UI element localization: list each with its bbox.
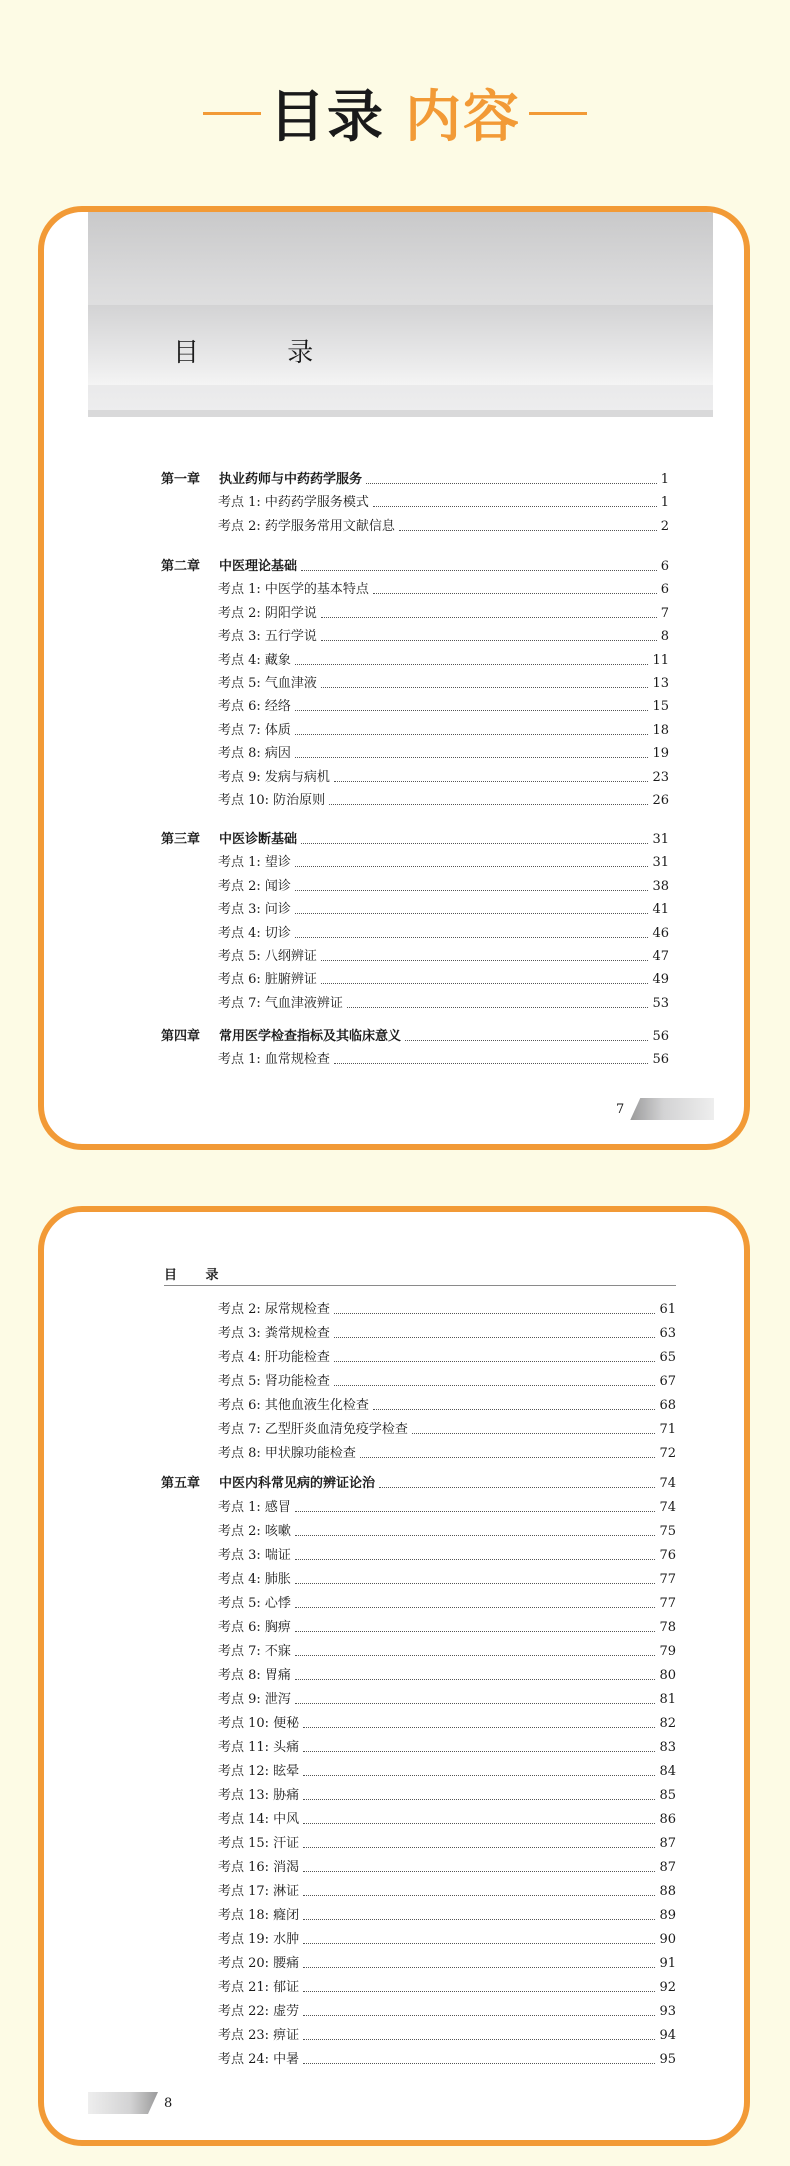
page-ref: 56 — [652, 1052, 669, 1068]
toc-entry — [218, 1568, 676, 1588]
page-ref: 80 — [659, 1668, 676, 1683]
entry-label: 考点 1: 血常规检查 — [218, 1052, 330, 1068]
running-header-title: 目 录 — [164, 1268, 231, 1283]
toc-entry — [218, 719, 669, 739]
toc-entry — [218, 1736, 676, 1756]
chapter-title: 中医理论基础 — [219, 559, 298, 574]
toc-entry — [218, 1784, 676, 1804]
dot-leader — [301, 843, 648, 844]
heading-right-dash — [529, 112, 587, 115]
dot-leader — [321, 617, 657, 618]
toc-entry — [218, 602, 669, 622]
entry-label: 考点 1: 中药药学服务模式 — [218, 495, 369, 511]
toc-entry — [218, 1928, 676, 1948]
page-ref: 77 — [659, 1596, 676, 1611]
page-ref: 86 — [659, 1812, 676, 1827]
dot-leader — [321, 983, 649, 984]
page-ref: 2 — [660, 518, 669, 534]
chapter-label — [161, 1476, 375, 1492]
page-ref: 94 — [659, 2028, 676, 2043]
page-ref: 26 — [652, 793, 669, 808]
page-ref: 84 — [659, 1764, 676, 1779]
page-ref: 82 — [659, 1716, 676, 1731]
entry-label: 考点 2: 阴阳学说 — [218, 605, 317, 621]
dot-leader — [399, 530, 657, 531]
toc-entry — [218, 789, 669, 809]
entry-label: 考点 2: 闻诊 — [218, 878, 291, 894]
dot-leader — [295, 1511, 656, 1512]
dot-leader — [303, 1919, 655, 1920]
toc-entry — [218, 1346, 676, 1366]
dot-leader — [379, 1487, 655, 1488]
page-ref: 15 — [652, 699, 669, 715]
entry-label: 考点 2: 尿常规检查 — [218, 1302, 330, 1317]
chapter-row — [161, 468, 669, 488]
chapter-number: 第五章 — [161, 1476, 201, 1491]
dot-leader — [295, 1583, 656, 1584]
entry-label: 考点 6: 经络 — [218, 699, 291, 715]
chapter-number: 第二章 — [161, 559, 201, 574]
entry-label: 考点 6: 其他血液生化检查 — [218, 1398, 369, 1413]
page-ref: 1 — [660, 472, 669, 487]
page-ref: 6 — [660, 582, 669, 598]
entry-label: 考点 21: 郁证 — [218, 1980, 300, 1995]
toc-entry — [218, 1520, 676, 1540]
dot-leader — [295, 1535, 656, 1536]
page-ref: 1 — [660, 495, 669, 511]
page-ref: 81 — [659, 1692, 676, 1707]
page-ref: 38 — [652, 878, 669, 894]
page-ref: 18 — [652, 722, 669, 738]
entry-label: 考点 9: 发病与病机 — [218, 769, 330, 785]
page-ref: 31 — [652, 855, 669, 871]
entry-label: 考点 5: 气血津液 — [218, 676, 317, 691]
entry-label: 考点 7: 体质 — [218, 722, 291, 738]
toc-entry — [218, 1370, 676, 1390]
page-ref: 88 — [659, 1884, 676, 1899]
dot-leader — [295, 664, 649, 665]
page-ref: 68 — [659, 1398, 676, 1413]
entry-label: 考点 13: 胁痛 — [218, 1788, 300, 1803]
entry-label: 考点 12: 眩晕 — [218, 1764, 300, 1779]
toc-entry — [218, 1712, 676, 1732]
page-ref: 6 — [660, 559, 669, 574]
toc-entry — [218, 1544, 676, 1564]
page-ref: 79 — [659, 1644, 676, 1659]
dot-leader — [295, 1607, 656, 1608]
toc-entry — [218, 875, 669, 895]
toc-entry — [218, 1616, 676, 1636]
page-ref: 85 — [659, 1788, 676, 1803]
toc-entry — [218, 1592, 676, 1612]
toc-entry — [218, 672, 669, 692]
banner-title: 目 录 — [173, 338, 354, 368]
page-ref: 75 — [659, 1524, 676, 1539]
entry-label: 考点 8: 病因 — [218, 746, 291, 762]
dot-leader — [329, 804, 648, 805]
toc-entry — [218, 898, 669, 918]
dot-leader — [303, 1871, 655, 1872]
chapter-row — [161, 1472, 676, 1492]
dot-leader — [334, 1313, 656, 1314]
dot-leader — [334, 1361, 656, 1362]
dot-leader — [373, 1409, 656, 1410]
entry-label: 考点 6: 脏腑辨证 — [218, 972, 317, 988]
dot-leader — [405, 1040, 648, 1041]
toc-entry — [218, 695, 669, 715]
toc-entry — [218, 515, 669, 535]
heading-title: 目录 — [269, 85, 385, 150]
entry-label: 考点 7: 乙型肝炎血清免疫学检查 — [218, 1422, 408, 1437]
dot-leader — [373, 593, 657, 594]
page-ref: 8 — [660, 629, 669, 645]
entry-label: 考点 3: 粪常规检查 — [218, 1326, 330, 1341]
page-ref: 47 — [652, 949, 669, 964]
entry-label: 考点 10: 防治原则 — [218, 793, 326, 808]
chapter-row — [161, 1025, 669, 1045]
entry-label: 考点 18: 癃闭 — [218, 1908, 300, 1923]
chapter-label — [161, 559, 297, 575]
dot-leader — [321, 960, 649, 961]
dot-leader — [295, 866, 649, 867]
chapter-title: 中医内科常见病的辨证论治 — [219, 1476, 376, 1491]
dot-leader — [303, 1727, 655, 1728]
entry-label: 考点 1: 望诊 — [218, 855, 291, 871]
dot-leader — [334, 1063, 649, 1064]
page-ref: 92 — [659, 1980, 676, 1995]
chapter-number: 第四章 — [161, 1029, 201, 1044]
dot-leader — [295, 937, 649, 938]
page-tab-shade — [88, 2092, 158, 2114]
heading-accent: 内容 — [405, 85, 521, 150]
page-ref: 23 — [652, 769, 669, 785]
entry-label: 考点 3: 问诊 — [218, 902, 291, 918]
entry-label: 考点 1: 感冒 — [218, 1500, 291, 1515]
entry-label: 考点 14: 中风 — [218, 1812, 300, 1827]
toc-entry — [218, 1952, 676, 1972]
entry-label: 考点 6: 胸痹 — [218, 1620, 291, 1635]
chapter-title: 中医诊断基础 — [219, 832, 298, 847]
toc-entry — [218, 1856, 676, 1876]
dot-leader — [301, 570, 657, 571]
toc-entry — [218, 968, 669, 988]
entry-label: 考点 4: 切诊 — [218, 925, 291, 941]
dot-leader — [295, 710, 649, 711]
entry-label: 考点 2: 咳嗽 — [218, 1524, 291, 1539]
page-ref: 77 — [659, 1572, 676, 1587]
entry-label: 考点 5: 心悸 — [218, 1596, 291, 1611]
dot-leader — [303, 1799, 655, 1800]
page-ref: 87 — [659, 1860, 676, 1875]
entry-label: 考点 19: 水肿 — [218, 1932, 300, 1947]
page-ref: 90 — [659, 1932, 676, 1947]
heading-left-dash — [203, 112, 261, 115]
dot-leader — [334, 781, 649, 782]
page-ref: 56 — [652, 1029, 669, 1044]
page-number-badge — [616, 1096, 714, 1122]
entry-label: 考点 20: 腰痛 — [218, 1956, 300, 1971]
page-ref: 49 — [652, 972, 669, 988]
page-ref: 76 — [659, 1548, 676, 1563]
entry-label: 考点 8: 甲状腺功能检查 — [218, 1446, 356, 1461]
toc-entry — [218, 1640, 676, 1660]
entry-label: 考点 22: 虚劳 — [218, 2004, 300, 2019]
dot-leader — [303, 1943, 655, 1944]
toc-entry — [218, 491, 669, 511]
dot-leader — [303, 1991, 655, 1992]
toc-entry — [218, 1418, 676, 1438]
entry-label: 考点 3: 喘证 — [218, 1548, 291, 1563]
page-ref: 74 — [659, 1500, 676, 1515]
toc-entry — [218, 649, 669, 669]
dot-leader — [373, 506, 657, 507]
toc-entry — [218, 2048, 676, 2068]
entry-label: 考点 10: 便秘 — [218, 1716, 300, 1731]
toc-page-7-card — [38, 206, 750, 1150]
page-ref: 67 — [659, 1374, 676, 1389]
toc-entry — [218, 1496, 676, 1516]
page-ref: 7 — [660, 605, 669, 621]
dot-leader — [321, 687, 649, 688]
toc-entry — [218, 1904, 676, 1924]
toc-entry — [218, 1808, 676, 1828]
section-heading — [0, 78, 790, 148]
page-ref: 19 — [652, 746, 669, 762]
dot-leader — [303, 1895, 655, 1896]
entry-label: 考点 5: 肾功能检查 — [218, 1374, 330, 1389]
dot-leader — [303, 2039, 655, 2040]
dot-leader — [303, 1751, 655, 1752]
dot-leader — [347, 1007, 649, 1008]
dot-leader — [412, 1433, 656, 1434]
chapter-label — [161, 1029, 401, 1045]
entry-label: 考点 2: 药学服务常用文献信息 — [218, 518, 395, 534]
dot-leader — [303, 1823, 655, 1824]
toc-entry — [218, 1832, 676, 1852]
page-ref: 41 — [652, 902, 669, 918]
entry-label: 考点 8: 胃痛 — [218, 1668, 291, 1683]
page-ref: 61 — [659, 1302, 676, 1317]
toc-entry — [218, 851, 669, 871]
page-ref: 71 — [659, 1422, 676, 1437]
chapter-label — [161, 472, 362, 488]
page-ref: 72 — [659, 1446, 676, 1461]
page-ref: 11 — [652, 652, 669, 668]
entry-label: 考点 1: 中医学的基本特点 — [218, 582, 369, 598]
entry-label: 考点 5: 八纲辨证 — [218, 949, 317, 964]
entry-label: 考点 7: 气血津液辨证 — [218, 995, 343, 1011]
dot-leader — [295, 1703, 656, 1704]
entry-label: 考点 7: 不寐 — [218, 1644, 291, 1659]
dot-leader — [295, 1631, 656, 1632]
entry-label: 考点 11: 头痛 — [218, 1740, 300, 1755]
dot-leader — [295, 1655, 656, 1656]
toc-entry — [218, 1664, 676, 1684]
dot-leader — [334, 1337, 656, 1338]
dot-leader — [295, 1679, 656, 1680]
entry-label: 考点 23: 痹证 — [218, 2028, 300, 2043]
dot-leader — [303, 1967, 655, 1968]
entry-label: 考点 9: 泄泻 — [218, 1692, 291, 1707]
entry-label: 考点 15: 汗证 — [218, 1836, 300, 1851]
dot-leader — [366, 483, 657, 484]
page-ref: 31 — [652, 832, 669, 847]
dot-leader — [295, 757, 649, 758]
toc-page-8-card — [38, 1206, 750, 2146]
toc-entry — [218, 1976, 676, 1996]
dot-leader — [295, 913, 649, 914]
entry-label: 考点 3: 五行学说 — [218, 629, 317, 645]
chapter-number: 第一章 — [161, 472, 201, 487]
dot-leader — [303, 2063, 655, 2064]
page-number-badge — [88, 2090, 178, 2116]
page-ref: 78 — [659, 1620, 676, 1635]
entry-label: 考点 4: 肝功能检查 — [218, 1350, 330, 1365]
toc-entry — [218, 766, 669, 786]
page-ref: 87 — [659, 1836, 676, 1851]
entry-label: 考点 17: 淋证 — [218, 1884, 300, 1899]
toc-entry — [218, 2000, 676, 2020]
dot-leader — [295, 1559, 656, 1560]
dot-leader — [303, 1847, 655, 1848]
toc-entry — [218, 1880, 676, 1900]
toc-entry — [218, 1048, 669, 1068]
chapter-title: 常用医学检查指标及其临床意义 — [219, 1029, 402, 1044]
page-ref: 95 — [659, 2052, 676, 2067]
dot-leader — [303, 1775, 655, 1776]
toc-entry — [218, 1298, 676, 1318]
dot-leader — [303, 2015, 655, 2016]
entry-label: 考点 16: 消渴 — [218, 1860, 300, 1875]
page-ref: 74 — [659, 1476, 676, 1491]
toc-entry — [218, 992, 669, 1012]
dot-leader — [295, 890, 649, 891]
page-ref: 91 — [659, 1956, 676, 1971]
chapter-row — [161, 555, 669, 575]
toc-entry — [218, 1394, 676, 1414]
page-ref: 53 — [652, 995, 669, 1011]
chapter-label — [161, 832, 297, 848]
page-ref: 93 — [659, 2004, 676, 2019]
toc-entry — [218, 1322, 676, 1342]
toc-entry — [218, 1442, 676, 1462]
page-ref: 65 — [659, 1350, 676, 1365]
toc-entry — [218, 2024, 676, 2044]
chapter-title: 执业药师与中药药学服务 — [219, 472, 363, 487]
chapter-row — [161, 828, 669, 848]
page-number: 7 — [616, 1101, 625, 1117]
dot-leader — [295, 734, 649, 735]
page-number: 8 — [164, 2095, 173, 2111]
entry-label: 考点 4: 肺胀 — [218, 1572, 291, 1587]
page-ref: 46 — [652, 925, 669, 941]
toc-entry — [218, 922, 669, 942]
running-header — [164, 1262, 676, 1286]
entry-label: 考点 24: 中暑 — [218, 2052, 300, 2067]
entry-label: 考点 4: 藏象 — [218, 652, 291, 668]
page-ref: 83 — [659, 1740, 676, 1755]
toc-entry — [218, 945, 669, 965]
toc-banner — [88, 212, 713, 417]
toc-entry — [218, 1688, 676, 1708]
toc-entry — [218, 742, 669, 762]
toc-entry — [218, 1760, 676, 1780]
dot-leader — [334, 1385, 656, 1386]
page-ref: 63 — [659, 1326, 676, 1341]
dot-leader — [360, 1457, 656, 1458]
toc-entry — [218, 625, 669, 645]
page-ref: 89 — [659, 1908, 676, 1923]
page-ref: 13 — [652, 676, 669, 691]
toc-entry — [218, 578, 669, 598]
page-tab-shade — [630, 1098, 714, 1120]
chapter-number: 第三章 — [161, 832, 201, 847]
dot-leader — [321, 640, 657, 641]
banner-rule — [88, 410, 713, 417]
